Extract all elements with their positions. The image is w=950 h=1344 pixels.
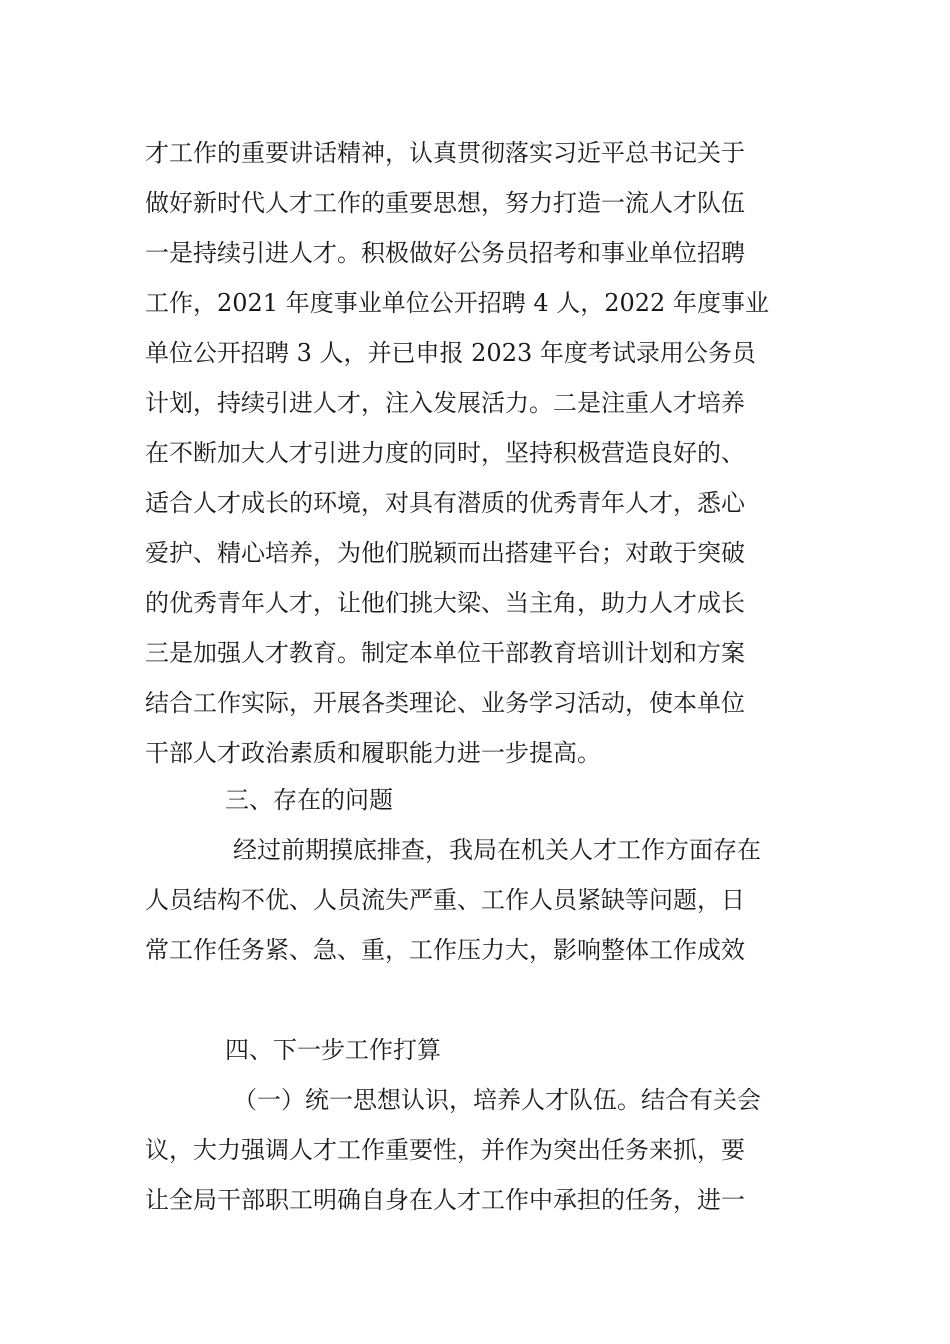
paragraph-line: 才工作的重要讲话精神，认真贯彻落实习近平总书记关于: [145, 139, 745, 167]
paragraph-line: 三是加强人才教育。制定本单位干部教育培训计划和方案: [145, 639, 745, 667]
paragraph-line: 的优秀青年人才，让他们挑大梁、当主角，助力人才成长: [145, 589, 745, 617]
paragraph-line: 工作，2021 年度事业单位公开招聘 4 人，2022 年度事业: [145, 289, 769, 317]
paragraph-line: 结合工作实际，开展各类理论、业务学习活动，使本单位: [145, 689, 745, 717]
paragraph-line: 计划，持续引进人才，注入发展活力。二是注重人才培养: [145, 389, 745, 417]
paragraph-line: （一）统一思想认识，培养人才队伍。结合有关会: [233, 1086, 761, 1114]
paragraph-line: 适合人才成长的环境，对具有潜质的优秀青年人才，悉心: [145, 489, 745, 517]
section-heading: 四、下一步工作打算: [225, 1036, 441, 1064]
paragraph-line: 经过前期摸底排查，我局在机关人才工作方面存在: [233, 836, 761, 864]
paragraph-line: 一是持续引进人才。积极做好公务员招考和事业单位招聘: [145, 239, 745, 267]
paragraph-line: 议，大力强调人才工作重要性，并作为突出任务来抓，要: [145, 1136, 745, 1164]
paragraph-line: 干部人才政治素质和履职能力进一步提高。: [145, 739, 601, 767]
paragraph-line: 爱护、精心培养，为他们脱颖而出搭建平台；对敢于突破: [145, 539, 745, 567]
paragraph-line: 人员结构不优、人员流失严重、工作人员紧缺等问题，日: [145, 886, 745, 914]
paragraph-line: 做好新时代人才工作的重要思想，努力打造一流人才队伍: [145, 189, 745, 217]
paragraph-line: 单位公开招聘 3 人，并已申报 2023 年度考试录用公务员: [145, 339, 756, 367]
paragraph-line: 常工作任务紧、急、重，工作压力大，影响整体工作成效: [145, 936, 745, 964]
section-heading: 三、存在的问题: [225, 786, 393, 814]
paragraph-line: 让全局干部职工明确自身在人才工作中承担的任务，进一: [145, 1186, 745, 1214]
paragraph-line: 在不断加大人才引进力度的同时，坚持积极营造良好的、: [145, 439, 745, 467]
